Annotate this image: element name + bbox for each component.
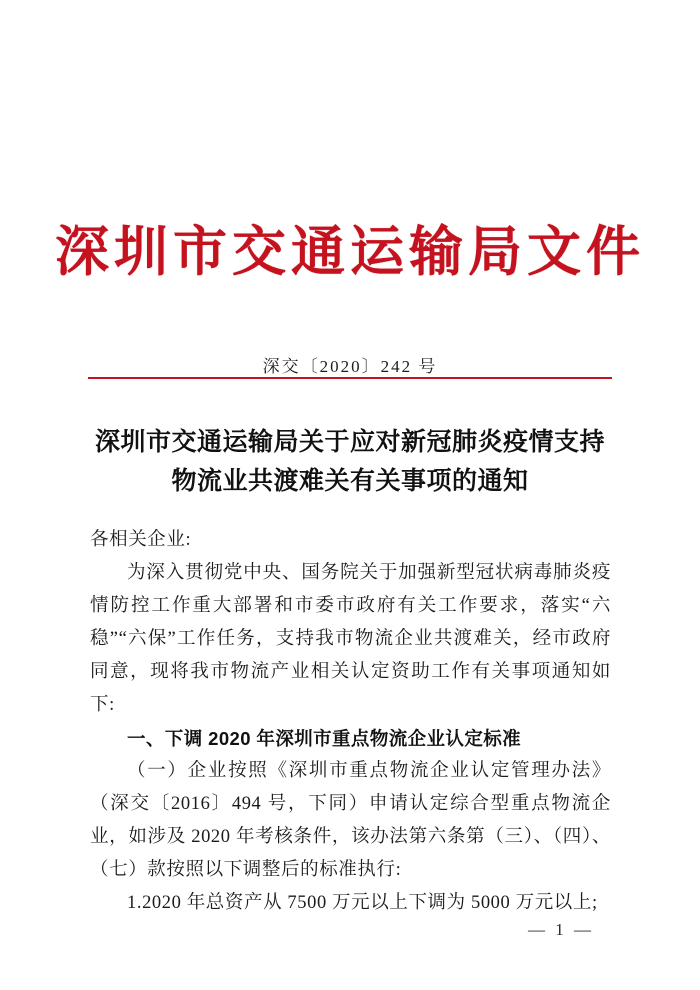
document-number: 深交〔2020〕242 号 [262, 357, 438, 376]
masthead [0, 222, 700, 282]
body-list-item-1: 1.2020 年总资产从 7500 万元以上下调为 5000 万元以上; [127, 893, 598, 913]
salutation: 各相关企业: [90, 530, 192, 550]
document-title-line-1: 深圳市交通运输局关于应对新冠肺炎疫情支持 [94, 429, 605, 456]
document-body [90, 524, 611, 920]
section-heading-1: 一、下调 2020 年深圳市重点物流企业认定标准 [127, 728, 522, 749]
document-title-line-2: 物流业共渡难关有关事项的通知 [171, 467, 529, 495]
document-title [88, 424, 612, 502]
page-number-footer: — 1 — [528, 920, 594, 939]
body-paragraph-1: 为深入贯彻党中央、国务院关于加强新型冠状病毒肺炎疫情防控工作重大部署和市委市政府有关工作要求，落实“六稳”“六保”工作任务，支持我市物流企业共渡难关，经市政府同意，现将我市物流产业相关认定资助工作有关事项通知如下: [90, 563, 611, 715]
red-divider-rule [88, 377, 612, 379]
issuing-authority-title: 深圳市交通运输局文件 [55, 222, 645, 282]
body-paragraph-2: （一）企业按照《深圳市重点物流企业认定管理办法》（深交〔2016〕494 号，下同）申请认定综合型重点物流企业，如涉及 2020 年考核条件，该办法第六条第（三）、（四）、（七）款按照以下调整后的标准执行: [90, 761, 611, 880]
